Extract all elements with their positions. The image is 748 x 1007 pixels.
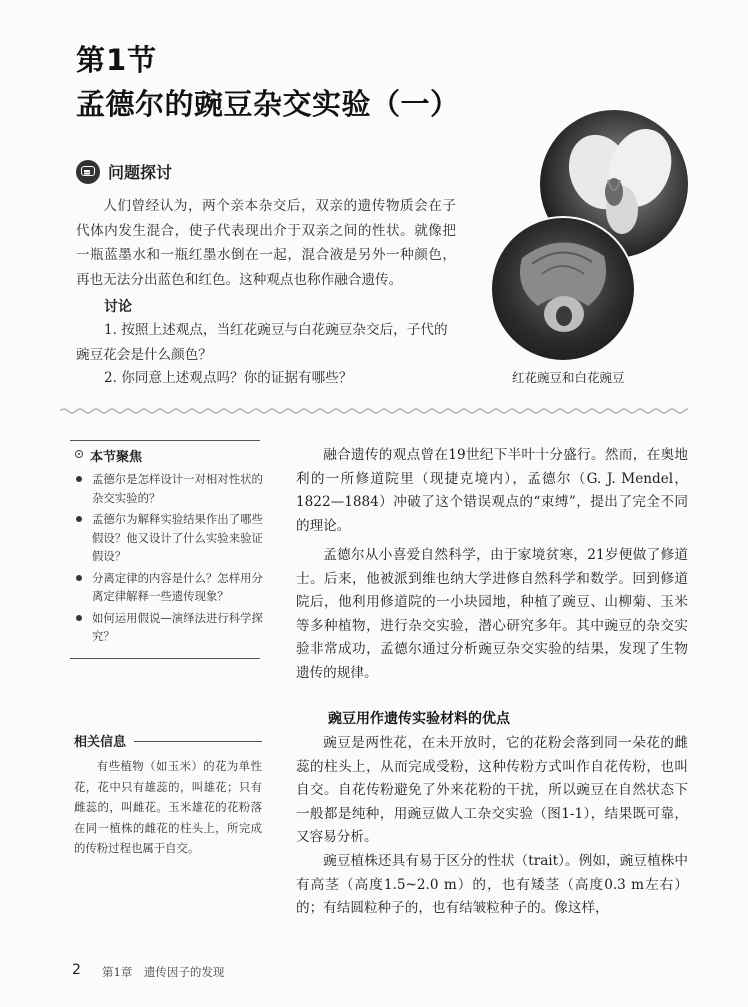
focus-heading: 本节聚焦 — [90, 450, 143, 465]
sidebar-mid-rule — [70, 658, 260, 659]
chapter-label: 第1章 遗传因子的发现 — [102, 965, 225, 979]
list-item: 孟德尔为解释实验结果作出了哪些假设？他又设计了什么实验来验证假设？ — [74, 510, 264, 566]
wavy-divider — [60, 404, 688, 418]
target-icon — [75, 450, 83, 458]
body-paragraph-2: 孟德尔从小喜爱自然科学，由于家境贫寒，21岁便做了修道士。后来，他被派到维也纳大学进修自然科学和数学。回到修道院后，他利用修道院的一小块园地，种植了豌豆、山柳菊、玉米等多种植物，进行杂交实验，潜心研究多年。其中豌豆的杂交实验非常成功，孟德尔通过分析豌豆杂交实验的结果，发现了生物遗传的规律。 — [296, 547, 688, 681]
discussion-question-2: 2. 你同意上述观点吗？你的证据有哪些？ — [104, 370, 353, 386]
list-item: 孟德尔是怎样设计一对相对性状的杂交实验的？ — [74, 470, 264, 507]
list-item: 如何运用假说—演绎法进行科学探究？ — [74, 609, 264, 646]
question-heading: 问题探讨 — [108, 163, 173, 182]
related-heading-rule — [134, 741, 262, 742]
speech-bubble-icon — [76, 160, 100, 184]
related-info-heading: 相关信息 — [74, 735, 127, 750]
figure-caption: 红花豌豆和白花豌豆 — [512, 370, 625, 385]
page-number: 2 — [72, 962, 81, 978]
page-title: 孟德尔的豌豆杂交实验（一） — [76, 87, 460, 121]
bullet-icon — [76, 615, 82, 621]
bullet-icon — [76, 516, 82, 522]
body-paragraph-3: 豌豆是两性花，在未开放时，它的花粉会落到同一朵花的雌蕊的柱头上，从而完成受粉，这种传粉方式叫作自花传粉，也叫自交。自花传粉避免了外来花粉的干扰，所以豌豆在自然状态下一般都是纯种，用豌豆做人工杂交实验（图1-1），结果既可靠，又容易分析。 — [296, 735, 688, 845]
bullet-icon — [76, 575, 82, 581]
focus-list — [74, 470, 264, 649]
related-info-text: 有些植物（如玉米）的花为单性花，花中只有雄蕊的，叫雄花；只有雌蕊的，叫雌花。玉米雄花的花粉落在同一植株的雌花的柱头上，所完成的传粉过程也属于自交。 — [74, 759, 262, 855]
section-subheading: 豌豆用作遗传实验材料的优点 — [328, 711, 510, 727]
list-item: 分离定律的内容是什么？怎样用分离定律解释一些遗传现象？ — [74, 569, 264, 606]
section-label: 第1节 — [76, 43, 158, 77]
discussion-heading: 讨论 — [104, 299, 132, 315]
question-intro: 人们曾经认为，两个亲本杂交后，双亲的遗传物质会在子代体内发生混合，使子代表现出介于双亲之间的性状。就像把一瓶蓝墨水和一瓶红墨水倒在一起，混合液是另外一种颜色，再也无法分出蓝色和红色。这种观点也称作融合遗传。 — [76, 198, 456, 288]
body-paragraph-4: 豌豆植株还具有易于区分的性状（trait）。例如，豌豆植株中有高茎（高度1.5~2.0 m）的，也有矮茎（高度0.3 m左右）的；有结圆粒种子的，也有结皱粒种子的。像这样， — [296, 853, 688, 916]
bullet-icon — [76, 476, 82, 482]
red-pea-flower-photo — [490, 216, 636, 362]
discussion-question-1: 1. 按照上述观点，当红花豌豆与白花豌豆杂交后，子代的豌豆花会是什么颜色？ — [76, 322, 448, 363]
body-paragraph-1: 融合遗传的观点曾在19世纪下半叶十分盛行。然而，在奥地利的一所修道院里（现捷克境内），孟德尔（G. J. Mendel，1822—1884）冲破了这个错误观点的“束缚”，提出了完全不同的理论。 — [296, 447, 688, 534]
sidebar-top-rule — [70, 440, 260, 441]
